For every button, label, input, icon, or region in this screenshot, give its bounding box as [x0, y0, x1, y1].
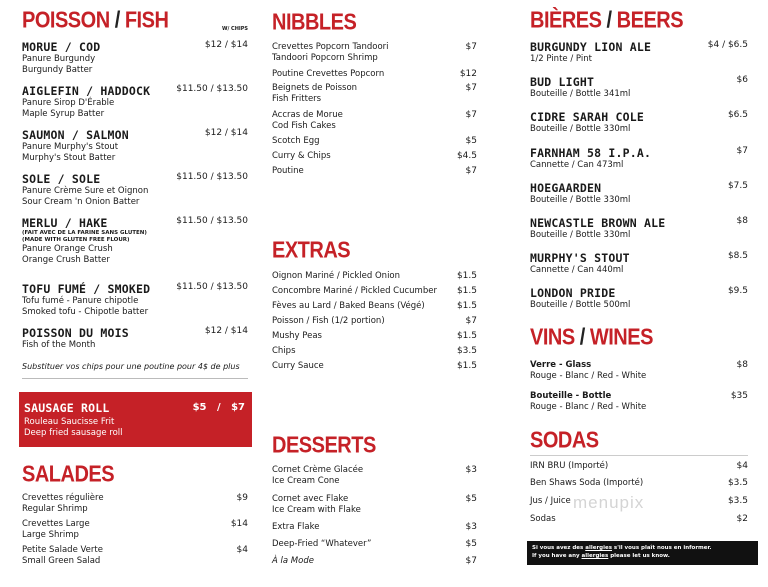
sausage-roll-price: $5 / $7 [192, 402, 245, 413]
extra-item: Curry Sauce $1.5 [272, 361, 477, 371]
menu-item-ice-cream-flake: Cornet avec Flake Ice Cream with Flake $5 [272, 494, 477, 515]
beer-item: BUD LIGHT Bouteille / Bottle 341ml $6 [530, 75, 748, 99]
menu-item-regular-shrimp: Crevettes régulière Regular Shrimp $9 [22, 493, 248, 514]
menu-item-poutine: Poutine $7 [272, 166, 477, 176]
allergy-notice: Si vous avez des allergies s'il vous plaît nous en informer. If you have any allergies please let us know. [527, 541, 758, 565]
wines-heading: VINS / WINES [530, 325, 653, 351]
menu-item-smoked-tofu: TOFU FUMÉ / SMOKED $11.50 / $13.50 Tofu fumé - Panure chipotle Smoked tofu - Chipotle batter [22, 282, 248, 317]
beer-item: LONDON PRIDE Bouteille / Bottle 500ml $9.5 [530, 286, 748, 310]
nibbles-heading: NIBBLES [272, 10, 357, 36]
soda-item: Sodas $2 [530, 514, 748, 524]
menu-item-scotch-egg: Scotch Egg $5 [272, 136, 477, 146]
menu-item-cod: MORUE / COD $12 / $14 Panure Burgundy Burgundy Batter [22, 40, 248, 75]
fish-heading: POISSON / FISH [22, 8, 169, 34]
beer-item: CIDRE SARAH COLE Bouteille / Bottle 330ml $6.5 [530, 110, 748, 134]
salads-heading: SALADES [22, 462, 115, 488]
menu-item-haddock: AIGLEFIN / HADDOCK $11.50 / $13.50 Panure Sirop D'Érable Maple Syrup Batter [22, 84, 248, 119]
extra-item: Poisson / Fish (1/2 portion) $7 [272, 316, 477, 326]
beer-item: BURGUNDY LION ALE 1/2 Pinte / Pint $4 / $6.5 [530, 40, 748, 64]
divider [530, 455, 748, 456]
sausage-roll-box: SAUSAGE ROLL $5 / $7 Rouleau Saucisse Frit Deep fried sausage roll [19, 392, 252, 447]
column-salads [22, 462, 248, 582]
extra-item: Chips $3.5 [272, 346, 477, 356]
menu-item-cod-fish-cakes: Accras de Morue Cod Fish Cakes $7 [272, 110, 477, 131]
column-nibbles [272, 0, 477, 587]
extra-item: Mushy Peas $1.5 [272, 331, 477, 341]
menu-item-large-shrimp: Crevettes Large Large Shrimp $14 [22, 519, 248, 540]
soda-item: IRN BRU (Importé) $4 [530, 461, 748, 471]
menu-item-extra-flake: Extra Flake $3 [272, 522, 477, 532]
menu-item-tandoori-shrimp: Crevettes Popcorn Tandoori Tandoori Popcorn Shrimp $7 [272, 42, 477, 63]
extra-item: Concombre Mariné / Pickled Cucumber $1.5 [272, 286, 477, 296]
beer-item: MURPHY'S STOUT Cannette / Can 440ml $8.5 [530, 251, 748, 275]
desserts-heading: DESSERTS [272, 433, 376, 459]
beer-item: FARNHAM 58 I.P.A. Cannette / Can 473ml $7 [530, 146, 748, 170]
extras-heading: EXTRAS [272, 238, 351, 264]
divider [22, 378, 248, 379]
menu-item-salmon: SAUMON / SALMON $12 / $14 Panure Murphy's Stout Murphy's Stout Batter [22, 128, 248, 163]
beers-heading: BIÈRES / BEERS [530, 8, 684, 34]
menu-item-hake: MERLU / HAKE $11.50 / $13.50 (FAIT AVEC DE LA FARINE SANS GLUTEN) (MADE WITH GLUTEN FREE FLOUR) Panure Orange Crush Orange Crush Batter [22, 216, 248, 265]
beer-item: NEWCASTLE BROWN ALE Bouteille / Bottle 330ml $8 [530, 216, 748, 240]
extra-item: Fèves au Lard / Baked Beans (Végé) $1.5 [272, 301, 477, 311]
chips-note: W/ CHIPS [221, 26, 248, 32]
watermark: menupix [573, 493, 645, 512]
wine-item-bottle: Bouteille - Bottle Rouge - Blanc / Red - White $35 [530, 391, 748, 412]
poutine-substitution-note: Substituer vos chips pour une poutine pour 4$ de plus [22, 362, 240, 371]
menu-item-a-la-mode: À la Mode $7 [272, 556, 477, 566]
menu-item-small-green-salad: Petite Salade Verte Small Green Salad $4 [22, 545, 248, 566]
menu-item-ice-cream-cone: Cornet Crème Glacée Ice Cream Cone $3 [272, 465, 477, 486]
menu-item-fish-fritters: Beignets de Poisson Fish Fritters $7 [272, 83, 477, 104]
extra-item: Oignon Mariné / Pickled Onion $1.5 [272, 271, 477, 281]
menu-item-deep-fried-whatever: Deep-Fried “Whatever” $5 [272, 539, 477, 549]
beer-item: HOEGAARDEN Bouteille / Bottle 330ml $7.5 [530, 181, 748, 205]
soda-item: Jus / Juice $3.5 [530, 496, 748, 506]
sodas-heading: SODAS [530, 428, 599, 454]
menu-item-fish-of-month: POISSON DU MOIS $12 / $14 Fish of the Month [22, 326, 248, 350]
soda-item: Ben Shaws Soda (Importé) $3.5 [530, 478, 748, 488]
wine-item-glass: Verre - Glass Rouge - Blanc / Red - White $8 [530, 360, 748, 381]
menu-item-shrimp-poutine: Poutine Crevettes Popcorn $12 [272, 69, 477, 79]
menu-item-curry-chips: Curry & Chips $4.5 [272, 151, 477, 161]
menu-item-sole: SOLE / SOLE $11.50 / $13.50 Panure Crème Sure et Oignon Sour Cream 'n Onion Batter [22, 172, 248, 207]
